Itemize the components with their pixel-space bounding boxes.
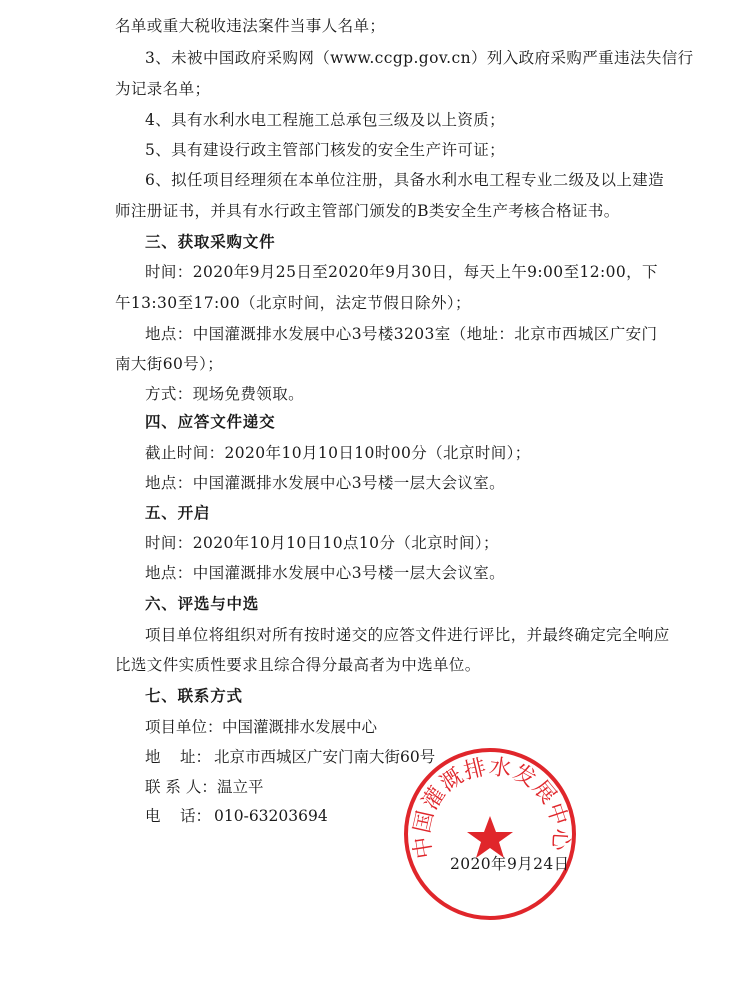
text-line: 方式：现场免费领取。 (145, 385, 305, 403)
contact-person-label: 联 系 人： (145, 778, 217, 796)
contact-person-value: 温立平 (217, 778, 264, 796)
official-seal (400, 744, 580, 924)
section-heading: 四、应答文件递交 (145, 413, 276, 431)
section-heading: 三、获取采购文件 (145, 233, 276, 251)
text-line: 6、拟任项目经理须在本单位注册，具备水利水电工程专业二级及以上建造 (145, 171, 665, 189)
text-line: 3、未被中国政府采购网（www.ccgp.gov.cn）列入政府采购严重违法失信行 (145, 49, 694, 67)
contact-phone-label: 话： (180, 807, 212, 825)
text-line: 比选文件实质性要求且综合得分最高者为中选单位。 (115, 656, 481, 674)
text-line: 截止时间：2020年10月10日10时00分（北京时间）； (145, 444, 531, 462)
text-line: 师注册证书，并具有水行政主管部门颁发的B类安全生产考核合格证书。 (115, 202, 620, 220)
seal-text-path: 中国灌溉排水发展中心 (409, 754, 574, 861)
section-heading: 五、开启 (145, 504, 211, 522)
text-line: 时间：2020年10月10日10点10分（北京时间）； (145, 534, 499, 552)
text-line: 4、具有水利水电工程施工总承包三级及以上资质； (145, 111, 506, 129)
text-line: 地点：中国灌溉排水发展中心3号楼一层大会议室。 (145, 564, 506, 582)
star-icon (467, 816, 513, 858)
text-line: 名单或重大税收违法案件当事人名单； (115, 17, 386, 35)
contact-phone-label: 电 (145, 807, 161, 825)
contact-address-value: 北京市西城区广安门南大街60号 (214, 748, 436, 766)
text-line: 南大街60号）； (115, 355, 224, 373)
text-line: 地点：中国灌溉排水发展中心3号楼3203室（地址：北京市西城区广安门 (145, 325, 658, 343)
text-line: 午13:30至17:00（北京时间，法定节假日除外）； (115, 294, 471, 312)
signature-date: 2020年9月24日 (450, 855, 570, 873)
text-line: 项目单位将组织对所有按时递交的应答文件进行评比，并最终确定完全响应 (145, 626, 670, 644)
contact-phone-value: 010-63203694 (214, 807, 328, 825)
contact-address-label: 地 (145, 748, 161, 766)
text-line: 为记录名单； (115, 80, 211, 98)
section-heading: 七、联系方式 (145, 687, 243, 705)
text-line: 地点：中国灌溉排水发展中心3号楼一层大会议室。 (145, 474, 506, 492)
text-line: 时间：2020年9月25日至2020年9月30日，每天上午9:00至12:00，下 (145, 263, 658, 281)
contact-unit-value: 中国灌溉排水发展中心 (222, 718, 378, 736)
contact-address-label: 址： (180, 748, 212, 766)
text-line: 5、具有建设行政主管部门核发的安全生产许可证； (145, 141, 506, 159)
contact-unit-label: 项目单位： (145, 718, 223, 736)
section-heading: 六、评选与中选 (145, 595, 260, 613)
